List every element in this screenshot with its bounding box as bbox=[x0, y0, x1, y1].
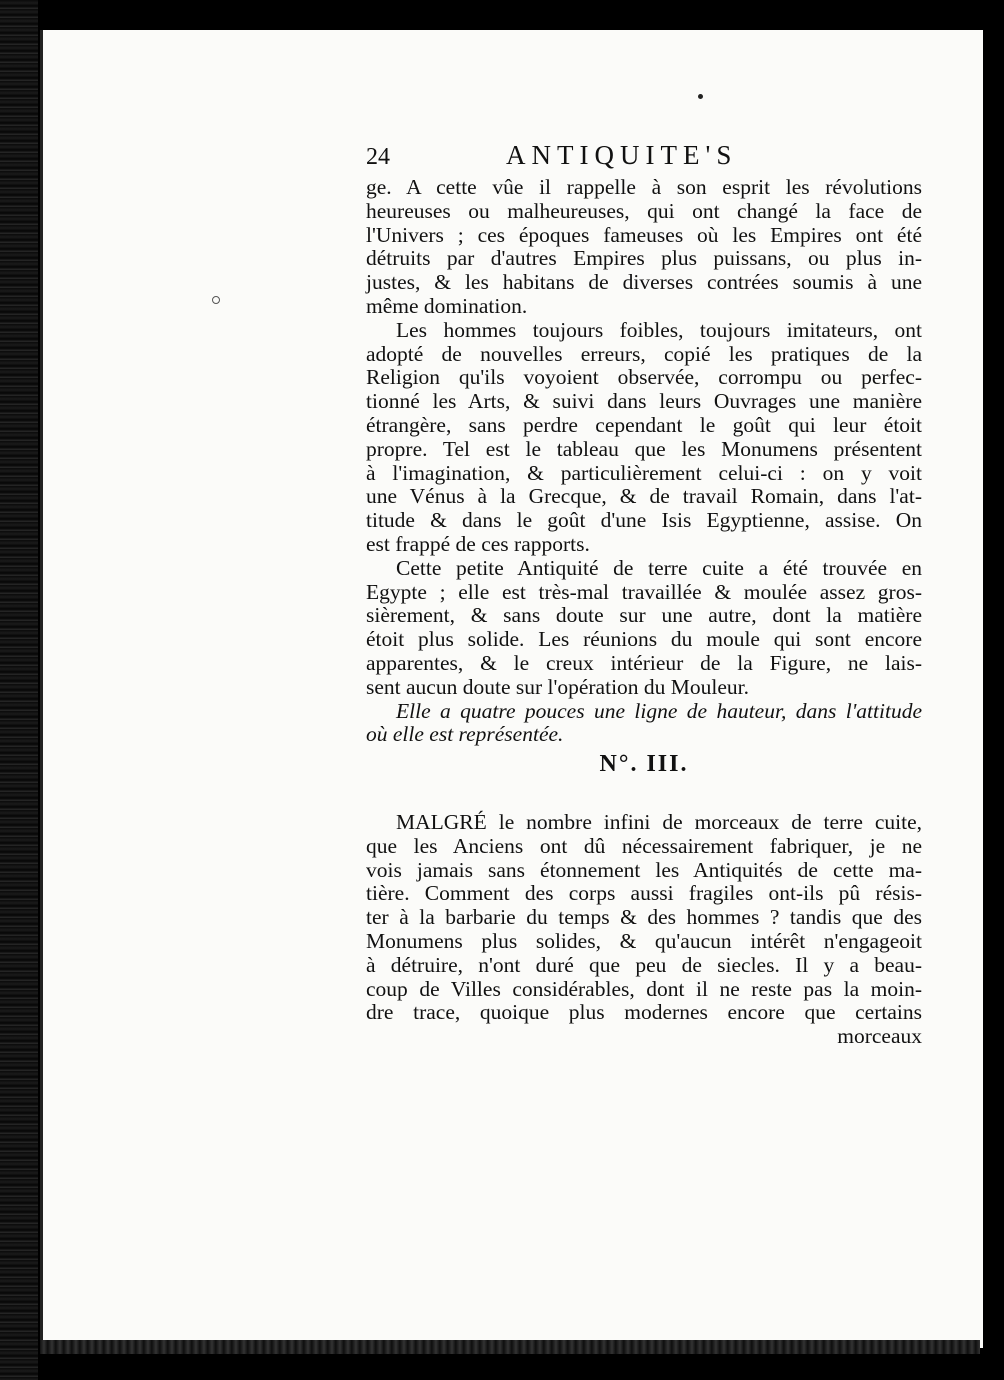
text-line: titude & dans le goût d'une Isis Egyptienne, assise. On bbox=[366, 508, 922, 533]
text-line: apparentes, & le creux intérieur de la Figure, ne lais- bbox=[366, 650, 922, 675]
text-line: l'Univers ; ces époques fameuses où les Empires ont été bbox=[366, 222, 922, 247]
text-line: vois jamais sans étonnement les Antiquités de cette ma- bbox=[366, 857, 922, 882]
ink-dot bbox=[698, 94, 703, 99]
text-line: dre trace, quoique plus modernes encore que certains bbox=[366, 1000, 922, 1025]
text-line: sièrement, & sans doute sur une autre, dont la matière bbox=[366, 603, 922, 628]
text-line: une Vénus à la Grecque, & de travail Romain, dans l'at- bbox=[366, 484, 922, 509]
text-line: Elle a quatre pouces une ligne de hauteur, dans l'attitude bbox=[396, 698, 922, 723]
paragraph-antiquite bbox=[366, 557, 922, 700]
text-line: étrangère, sans perdre cependant le goût qui leur étoit bbox=[366, 412, 922, 437]
text-line: coup de Villes considérables, dont il ne reste pas la moin- bbox=[366, 976, 922, 1001]
text-line: Les hommes toujours foibles, toujours imitateurs, ont bbox=[396, 317, 922, 342]
text-line: même domination. bbox=[366, 293, 528, 318]
text-line: MALGRÉ le nombre infini de morceaux de terre cuite, bbox=[396, 809, 922, 834]
running-title: ANTIQUITE'S bbox=[506, 140, 738, 170]
text-line: Religion qu'ils voyoient observée, corrompu ou perfec- bbox=[366, 365, 922, 390]
text-line: à détruire, n'ont duré que peu de siecles. Il y a beau- bbox=[366, 952, 922, 977]
text-line: Monumens plus solides, & qu'aucun intérêt n'engageoit bbox=[366, 928, 922, 953]
scan-border-left bbox=[0, 0, 38, 1380]
text-line: tionné les Arts, & suivi dans leurs Ouvrages une manière bbox=[366, 389, 922, 414]
text-line: détruits par d'autres Empires plus puissans, ou plus in- bbox=[366, 246, 922, 271]
page-text bbox=[366, 140, 922, 1049]
catchword: morceaux bbox=[837, 1024, 922, 1049]
scan-border-bottom bbox=[40, 1340, 980, 1354]
text-line: est frappé de ces rapports. bbox=[366, 531, 590, 556]
page-header bbox=[366, 140, 922, 172]
text-line: à l'imagination, & particulièrement celui-ci : on y voit bbox=[366, 460, 922, 485]
text-line: que les Anciens ont dû nécessairement fabriquer, je ne bbox=[366, 833, 922, 858]
paragraph-hommes bbox=[366, 319, 922, 557]
text-line: ge. A cette vûe il rappelle à son esprit les révolutions bbox=[366, 175, 922, 199]
text-line: où elle est représentée. bbox=[366, 722, 564, 747]
text-line: justes, & les habitans de diverses contrées soumis à une bbox=[366, 270, 922, 295]
paragraph-dimensions bbox=[366, 700, 922, 748]
text-line: heureuses ou malheureuses, qui ont changé la face de bbox=[366, 198, 922, 223]
text-line: Egypte ; elle est très-mal travaillée & moulée assez gros- bbox=[366, 579, 922, 604]
paragraph-malgre bbox=[366, 811, 922, 1049]
text-line: sent aucun doute sur l'opération du Mouleur. bbox=[366, 674, 750, 699]
ink-dot bbox=[212, 296, 220, 304]
text-line: adopté de nouvelles erreurs, copié les pratiques de la bbox=[366, 341, 922, 366]
text-line: propre. Tel est le tableau que les Monumens présentent bbox=[366, 436, 922, 461]
paragraph-continuation bbox=[366, 176, 922, 319]
text-line: ter à la barbarie du temps & des hommes ? tandis que des bbox=[366, 905, 922, 930]
text-line: tière. Comment des corps aussi fragiles ont-ils pû résis- bbox=[366, 881, 922, 906]
page-number: 24 bbox=[366, 144, 390, 170]
text-line: étoit plus solide. Les réunions du moule qui sont encore bbox=[366, 627, 922, 652]
text-line: Cette petite Antiquité de terre cuite a été trouvée en bbox=[396, 555, 922, 580]
section-heading: N°. III. bbox=[599, 751, 689, 778]
